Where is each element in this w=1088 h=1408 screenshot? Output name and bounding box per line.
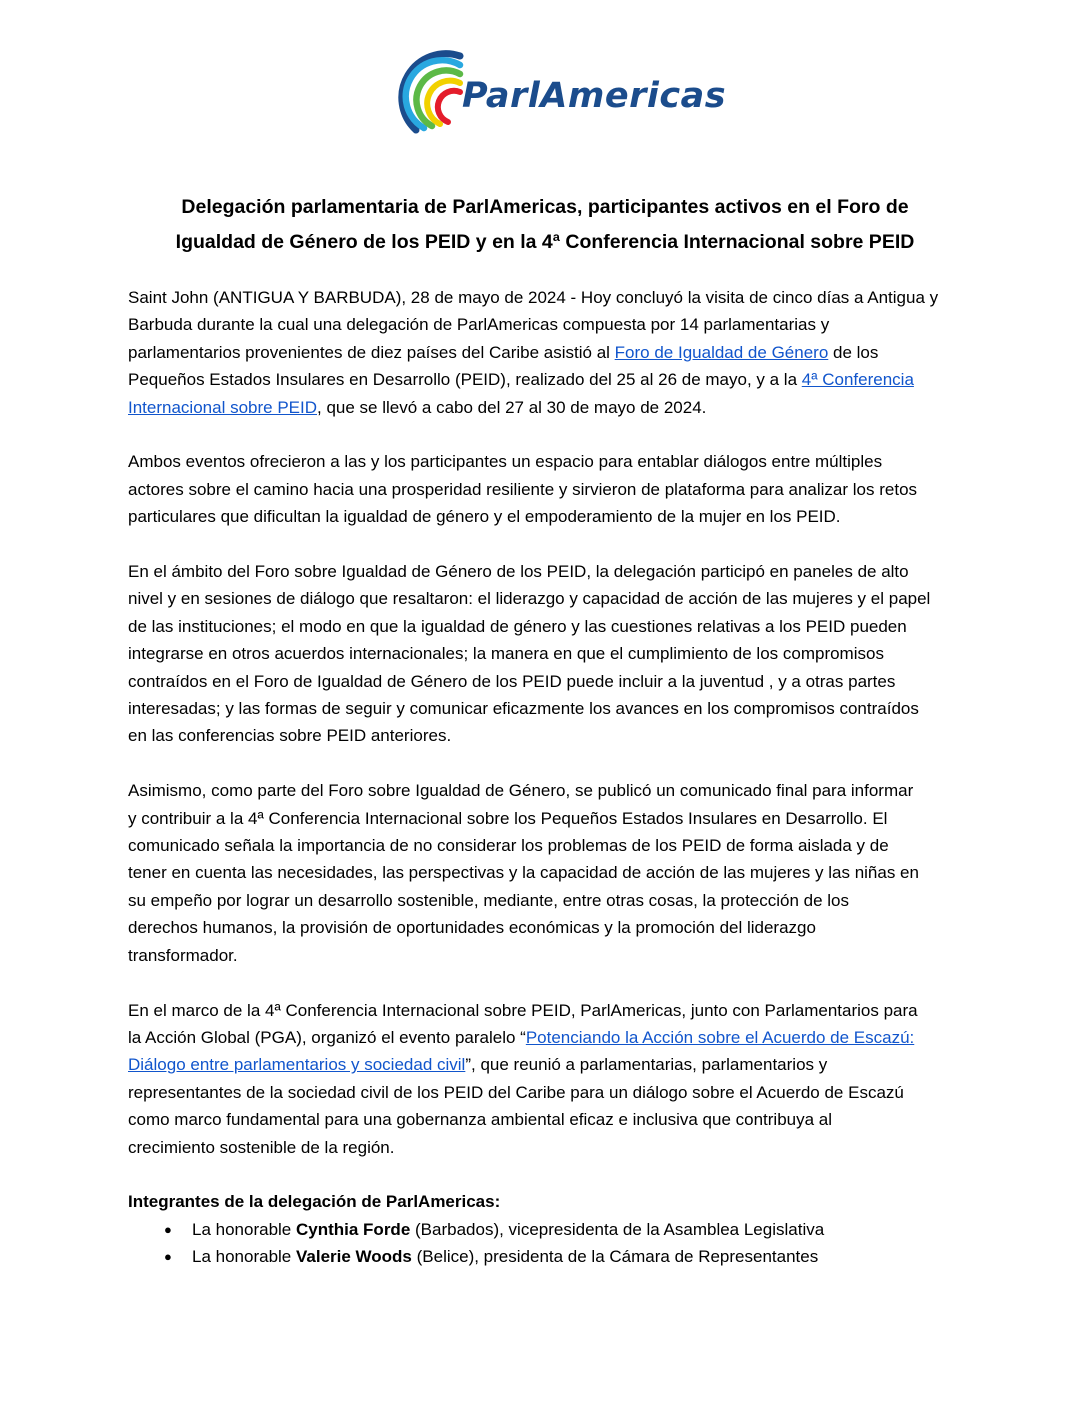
text-line: en las conferencias sobre PEID anteriores.: [128, 726, 452, 746]
text-line: particulares que dificultan la igualdad de género y el empoderamiento de la mujer en los PEID.: [128, 507, 841, 527]
text-line: [128, 1024, 968, 1051]
paragraph-intro: [128, 284, 968, 421]
link-evento-escazu[interactable]: Potenciando la Acción sobre el Acuerdo de Escazú:: [525, 1027, 915, 1047]
member-title: La honorable: [192, 1247, 296, 1267]
text-fragment: parlamentarios provenientes de diez países del Caribe asistió al: [128, 342, 615, 362]
bullet-icon: ●: [164, 1249, 172, 1265]
text-line: En el ámbito del Foro sobre Igualdad de Género de los PEID, la delegación participó en paneles de alto: [128, 562, 909, 582]
link-conferencia-peid-cont[interactable]: Internacional sobre PEID: [128, 397, 317, 417]
text-fragment: la Acción Global (PGA), organizó el evento paralelo “: [128, 1027, 526, 1047]
member-role: (Belice), presidenta de la Cámara de Representantes: [411, 1247, 819, 1267]
member-role: (Barbados), vicepresidenta de la Asamblea Legislativa: [410, 1219, 825, 1239]
text-line: [128, 394, 968, 421]
text-line: Barbuda durante la cual una delegación de ParlAmericas compuesta por 14 parlamentarias y: [128, 315, 830, 335]
text-line: crecimiento sostenible de la región.: [128, 1137, 395, 1157]
paragraph-escazu: [128, 997, 968, 1161]
list-item: [128, 1216, 968, 1243]
bullet-icon: ●: [164, 1221, 172, 1237]
text-line: su empeño por lograr un desarrollo sostenible, mediante, entre otras cosas, la protección de los: [128, 890, 850, 910]
text-line: contraídos en el Foro de Igualdad de Género de los PEID puede incluir a la juventud , y a otras partes: [128, 671, 896, 691]
title-line: Delegación parlamentaria de ParlAmericas, participantes activos en el Foro de: [181, 196, 909, 218]
text-line: Ambos eventos ofrecieron a las y los participantes un espacio para entablar diálogos entre múltiples: [128, 452, 883, 472]
link-conferencia-peid[interactable]: 4ª Conferencia: [801, 370, 914, 390]
text-line: representantes de la sociedad civil de los PEID del Caribe para un diálogo sobre el Acuerdo de Escazú: [128, 1082, 904, 1102]
parlamericas-logo: [398, 48, 738, 144]
member-name: Cynthia Forde: [295, 1219, 411, 1239]
text-line: integrarse en otros acuerdos internacionales; la manera en que el cumplimiento de los compromisos: [128, 644, 884, 664]
text-fragment: ”, que reunió a parlamentarias, parlamentarios y: [465, 1055, 828, 1075]
text-fragment: de los: [828, 342, 879, 362]
paragraph-events: [128, 448, 968, 530]
press-release-body: [128, 284, 968, 1271]
text-line: nivel y en sesiones de diálogo que resaltaron: el liderazgo y capacidad de acción de las mujeres y el papel: [128, 589, 931, 609]
text-line: actores sobre el camino hacia una prosperidad resiliente y sirvieron de plataforma para analizar los retos: [128, 479, 918, 499]
link-foro-igualdad-genero[interactable]: Foro de Igualdad de Género: [614, 342, 829, 362]
member-title: La honorable: [192, 1219, 296, 1239]
text-line: como marco fundamental para una gobernanza ambiental eficaz e inclusiva que contribuya al: [128, 1110, 833, 1130]
press-release-title: [130, 190, 960, 260]
text-line: transformador.: [128, 945, 238, 965]
link-evento-escazu-cont[interactable]: Diálogo entre parlamentarios y sociedad civil: [128, 1055, 466, 1075]
text-line: derechos humanos, la provisión de oportunidades económicas y la promoción del liderazgo: [128, 918, 816, 938]
member-name: Valerie Woods: [295, 1247, 412, 1267]
text-line: comunicado señala la importancia de no considerar los problemas de los PEID de forma aislada y de: [128, 836, 889, 856]
text-line: [128, 339, 968, 366]
text-line: Asimismo, como parte del Foro sobre Igualdad de Género, se publicó un comunicado final para informar: [128, 781, 914, 801]
list-item: [128, 1243, 968, 1270]
text-line: de las instituciones; el modo en que la igualdad de género y las cuestiones relativas a los PEID pueden: [128, 616, 907, 636]
text-line: Saint John (ANTIGUA Y BARBUDA), 28 de mayo de 2024 - Hoy concluyó la visita de cinco días a Antigua y: [128, 288, 939, 307]
text-line: [128, 1051, 968, 1078]
text-line: En el marco de la 4ª Conferencia Internacional sobre PEID, ParlAmericas, junto con Parlamentarios para: [128, 1000, 918, 1020]
text-line: tener en cuenta las necesidades, las perspectivas y la capacidad de acción de las mujeres y las niñas en: [128, 863, 919, 883]
paragraph-comunicado: [128, 777, 968, 969]
title-line: Igualdad de Género de los PEID y en la 4ª Conferencia Internacional sobre PEID: [175, 231, 915, 253]
text-fragment: , que se llevó a cabo del 27 al 30 de mayo de 2024.: [317, 397, 707, 417]
paragraph-foro: [128, 558, 968, 750]
members-list: [128, 1216, 968, 1271]
text-fragment: Pequeños Estados Insulares en Desarrollo (PEID), realizado del 25 al 26 de mayo, y a la: [128, 370, 802, 390]
text-line: interesadas; y las formas de seguir y comunicar eficazmente los avances en los compromisos contraídos: [128, 699, 919, 719]
text-line: y contribuir a la 4ª Conferencia Internacional sobre los Pequeños Estados Insulares en Desarrollo. El: [128, 808, 888, 828]
logo-wordmark: ParlAmericas: [462, 76, 727, 116]
members-heading: Integrantes de la delegación de ParlAmericas:: [128, 1192, 501, 1212]
text-line: [128, 366, 968, 393]
